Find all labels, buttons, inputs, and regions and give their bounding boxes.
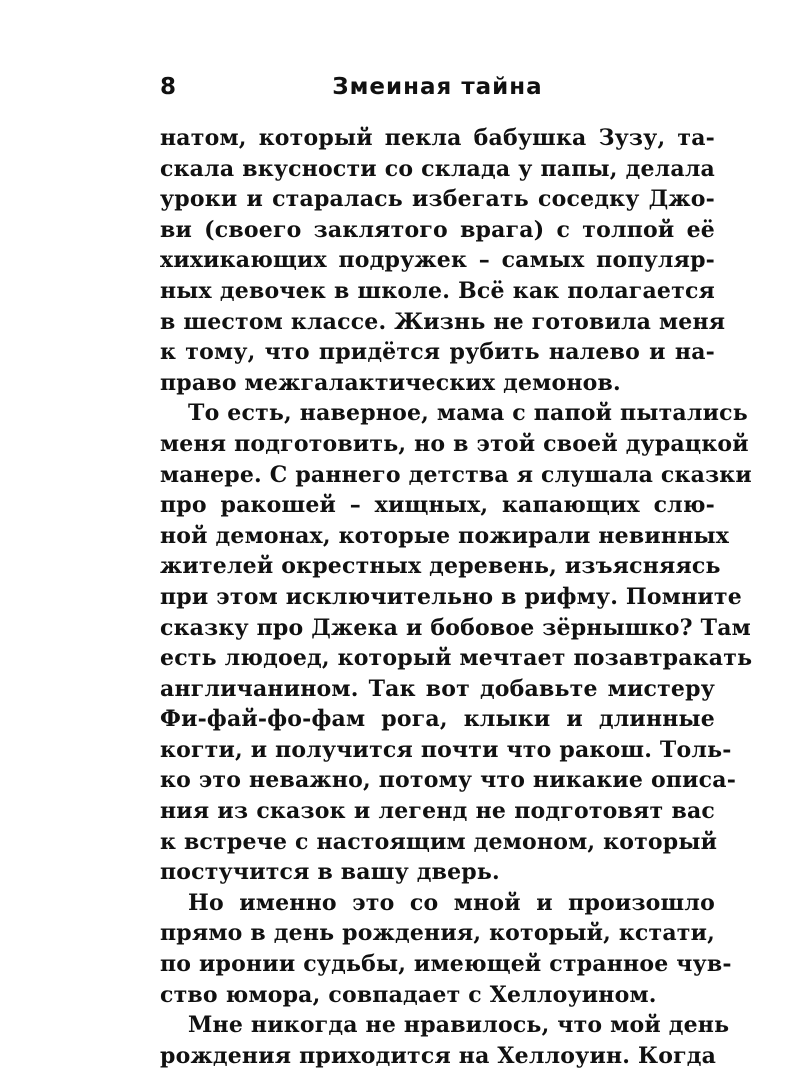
text-line: постучится в вашу дверь. (160, 859, 500, 886)
text-line: к встрече с настоящим демоном, который (160, 828, 718, 855)
text-line: к тому, что придётся рубить налево и на- (160, 339, 715, 366)
text-line: ния из сказок и легенд не подготовят вас (160, 798, 715, 825)
text-line: манере. С раннего детства я слушала сказки (160, 461, 752, 488)
text-line: жителей окрестных деревень, изъясняясь (160, 553, 721, 580)
text-line: англичанином. Так вот добавьте мистеру (160, 675, 715, 702)
text-line: рождения приходится на Хеллоуин. Когда (160, 1042, 717, 1069)
text-line: ной демонах, которые пожирали невинных (160, 522, 730, 549)
text-line: ко это неважно, потому что никакие описа- (160, 767, 737, 794)
text-line: есть людоед, который мечтает позавтракать (160, 645, 753, 672)
text-line: про ракошей – хищных, капающих слю- (160, 492, 715, 519)
running-head (160, 74, 715, 114)
text-line: Мне никогда не нравилось, что мой день (188, 1012, 730, 1039)
running-title: Змеиная тайна (332, 74, 543, 100)
text-line: в шестом классе. Жизнь не готовила меня (160, 308, 726, 335)
text-line: хихикающих подружек – самых популяр- (160, 247, 715, 274)
body-text (160, 123, 753, 1071)
text-line: право межгалактических демонов. (160, 369, 621, 396)
text-line: Но именно это со мной и произошло (188, 889, 715, 916)
text-line: То есть, наверное, мама с папой пытались (188, 400, 748, 427)
text-line: меня подготовить, но в этой своей дурацкой (160, 430, 749, 457)
page-number: 8 (160, 74, 177, 100)
text-line: натом, который пекла бабушка Зузу, та- (160, 125, 715, 151)
text-line: прямо в день рождения, который, кстати, (160, 920, 715, 947)
text-line: Фи-фай-фо-фам рога, клыки и длинные (160, 706, 715, 733)
text-line: ство юмора, совпадает с Хеллоуином. (160, 981, 657, 1008)
text-line: ви (своего заклятого врага) с толпой её (160, 216, 715, 243)
text-line: скала вкусности со склада у папы, делала (160, 155, 715, 182)
text-line: уроки и старалась избегать соседку Джо- (160, 186, 715, 213)
text-line: сказку про Джека и бобовое зёрнышко? Там (160, 614, 751, 641)
text-line: при этом исключительно в рифму. Помните (160, 583, 742, 610)
text-line: по иронии судьбы, имеющей странное чув- (160, 951, 732, 978)
text-line: когти, и получится почти что ракош. Толь- (160, 736, 732, 763)
text-line: ных девочек в школе. Всё как полагается (160, 277, 715, 304)
